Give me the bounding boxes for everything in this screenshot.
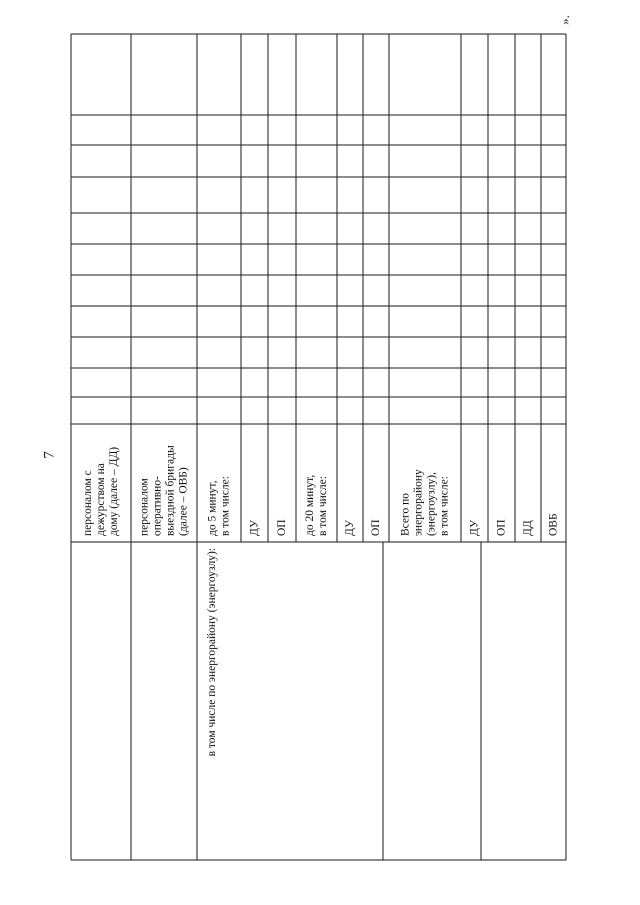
row-label-line: выездной бригады — [164, 445, 177, 536]
row-label-line: энергорайону — [412, 469, 425, 536]
row-label-u5 — [207, 476, 232, 536]
row-label-line: дежурством на — [95, 463, 107, 536]
row-label-line: дому (далее – ДД) — [108, 446, 120, 536]
row-label-line: ОП — [276, 519, 288, 536]
row-label-line: (энергоузлу), — [425, 471, 438, 536]
row-label-line: до 5 минут, — [206, 480, 219, 536]
row-label-u5-du — [249, 519, 261, 536]
row-label-line: оперативно- — [151, 476, 164, 536]
row-label-u5-op — [276, 519, 288, 536]
page-number: 7 — [41, 451, 58, 459]
row-label-dd — [82, 447, 120, 536]
row-label-total-dd — [522, 520, 534, 536]
row-label-line: (далее – ОВБ) — [177, 467, 190, 536]
row-label-line: в том числе: — [317, 476, 329, 536]
row-label-line: ОП — [370, 519, 382, 536]
row-label-line: Всего по — [399, 493, 412, 536]
row-label-u20 — [304, 475, 329, 536]
row-label-line: в том числе: — [438, 476, 451, 536]
row-label-line: персоналом — [138, 478, 151, 536]
row-label-total — [400, 469, 451, 536]
row-label-line: ОВБ — [547, 513, 560, 536]
row-label-line: ОП — [495, 519, 508, 536]
row-group-label: в том числе по энергорайону (энергоузлу): — [206, 548, 218, 757]
row-label-line: ДУ — [468, 519, 481, 536]
row-label-line: ДД — [522, 520, 534, 536]
row-label-line: ДУ — [248, 519, 261, 536]
row-label-line: персоналом с — [82, 470, 94, 536]
row-label-u20-op — [370, 519, 382, 536]
closing-quote-mark: ». — [556, 15, 572, 25]
table-grid — [71, 34, 566, 860]
row-label-total-op — [496, 519, 508, 536]
row-label-line: в том числе: — [219, 476, 232, 536]
row-label-line: до 20 минут, — [304, 474, 316, 536]
row-label-total-ovb — [548, 513, 560, 536]
row-label-ovb — [139, 445, 190, 536]
row-label-u20-du — [344, 519, 356, 536]
row-label-total-du — [469, 519, 481, 536]
row-label-line: ДУ — [344, 519, 356, 536]
